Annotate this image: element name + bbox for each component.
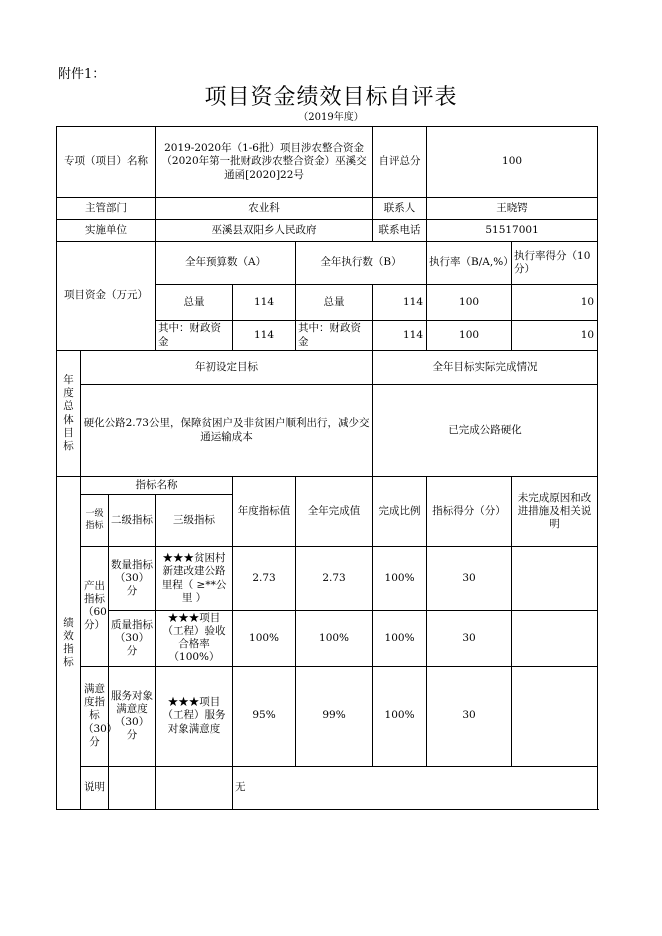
exec-fiscal-label: 其中：财政资金 (296, 321, 373, 351)
goal-set-value: 硬化公路2.73公里，保障贫困户及非贫困户顺利出行，减少交通运输成本 (81, 385, 373, 477)
level3-header: 三级指标 (156, 495, 233, 547)
annual-actual-header: 全年完成值 (296, 477, 373, 547)
table-row-annual: 100% (233, 611, 296, 667)
table-row-actual: 100% (296, 611, 373, 667)
reason-header: 未完成原因和改进措施及相关说明 (512, 477, 598, 547)
table-row-score: 30 (427, 547, 512, 611)
level2-header: 二级指标 (109, 495, 156, 547)
department-value: 农业科 (156, 198, 373, 220)
execution-header: 全年执行数（B） (296, 242, 427, 285)
level1-header: 一级指标 (81, 495, 109, 547)
table-row-annual: 2.73 (233, 547, 296, 611)
contact-value: 王晓锷 (427, 198, 598, 220)
annual-goal-label: 年度总体目标 (57, 351, 81, 477)
phone-value: 51517001 (427, 220, 598, 242)
table-row-annual: 95% (233, 666, 296, 766)
table-row-level2: 服务对象满意度（30）分 (109, 666, 156, 766)
project-name-label: 专项（项目）名称 (57, 127, 156, 198)
exec-total-value: 114 (373, 285, 427, 321)
attachment-label: 附件1： (58, 67, 106, 82)
rate-score-fiscal-value: 10 (512, 321, 598, 351)
unit-value: 巫溪县双阳乡人民政府 (156, 220, 373, 242)
table-row-score: 30 (427, 611, 512, 667)
goal-set-header: 年初设定目标 (81, 351, 373, 385)
indicator-score-header: 指标得分（分） (427, 477, 512, 547)
budget-header: 全年预算数（A） (156, 242, 296, 285)
exec-total-label: 总量 (296, 285, 373, 321)
table-row-reason (512, 611, 598, 667)
annual-target-header: 年度指标值 (233, 477, 296, 547)
table-row-ratio: 100% (373, 611, 427, 667)
table-row-level2: 数量指标（30）分 (109, 547, 156, 611)
goal-actual-header: 全年目标实际完成情况 (373, 351, 598, 385)
rate-total-value: 100 (427, 285, 512, 321)
total-score-label: 自评总分 (373, 127, 427, 198)
rate-score-total-value: 10 (512, 285, 598, 321)
notes-empty-cell (109, 766, 156, 809)
table-row-actual: 99% (296, 666, 373, 766)
total-score-value: 100 (427, 127, 598, 198)
table-row-score: 30 (427, 666, 512, 766)
table-row-reason (512, 666, 598, 766)
table-row-level2: 质量指标（30）分 (109, 611, 156, 667)
department-label: 主管部门 (57, 198, 156, 220)
execution-rate-header: 执行率（B/A,%） (427, 242, 512, 285)
contact-label: 联系人 (373, 198, 427, 220)
year-note: （2019年度） (298, 112, 364, 123)
exec-fiscal-value: 114 (373, 321, 427, 351)
unit-label: 实施单位 (57, 220, 156, 242)
page-title: 项目资金绩效目标自评表 (204, 85, 458, 110)
rate-fiscal-value: 100 (427, 321, 512, 351)
table-row-ratio: 100% (373, 547, 427, 611)
table-row-reason (512, 547, 598, 611)
notes-empty-cell (156, 766, 233, 809)
notes-label: 说明 (81, 766, 109, 809)
budget-total-value: 114 (233, 285, 296, 321)
project-name-value: 2019-2020年（1-6批）项目涉农整合资金（2020年第一批财政涉农整合资金）巫溪交通函[2020]22号 (156, 127, 373, 198)
indicator-name-header: 指标名称 (81, 477, 233, 495)
notes-value: 无 (233, 766, 598, 809)
table-row-level3: ★★★项目（工程）服务对象满意度 (156, 666, 233, 766)
output-indicator-label: 产出指标（60分） (81, 547, 109, 667)
budget-fiscal-value: 114 (233, 321, 296, 351)
table-row-actual: 2.73 (296, 547, 373, 611)
table-row-ratio: 100% (373, 666, 427, 766)
budget-total-label: 总量 (156, 285, 233, 321)
satisfaction-indicator-label: 满意度指标（30）分 (81, 666, 109, 766)
self-evaluation-table (56, 126, 598, 810)
funds-label: 项目资金（万元） (57, 242, 156, 351)
goal-actual-value: 已完成公路硬化 (373, 385, 598, 477)
completion-ratio-header: 完成比例 (373, 477, 427, 547)
phone-label: 联系电话 (373, 220, 427, 242)
table-row-level3: ★★★贫困村新建改建公路里程（ ≥**公里 ） (156, 547, 233, 611)
performance-indicator-label: 绩效指标 (57, 477, 81, 810)
budget-fiscal-label: 其中：财政资金 (156, 321, 233, 351)
table-row-level3: ★★★项目（工程）验收合格率 （100%） (156, 611, 233, 667)
rate-score-header: 执行率得分（10分） (512, 242, 598, 285)
